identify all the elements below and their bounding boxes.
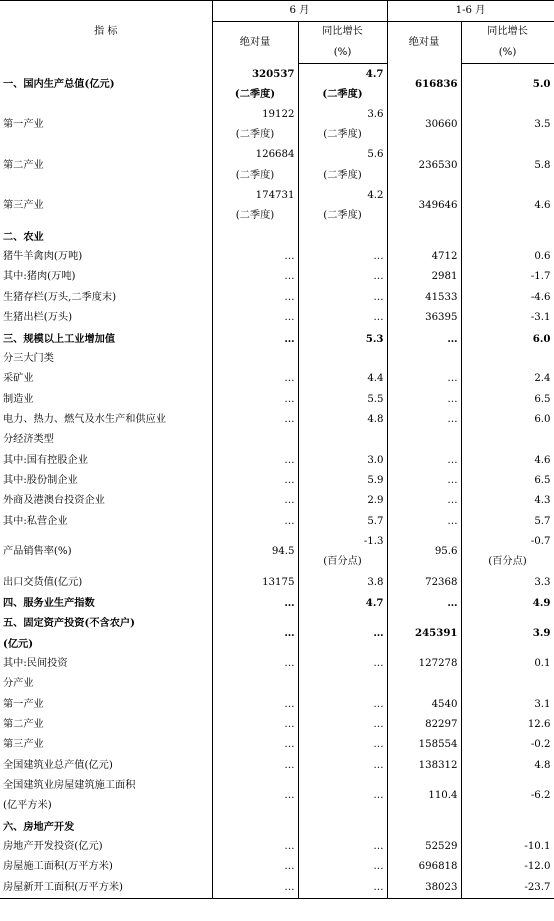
month-absolute-cell bbox=[212, 227, 298, 247]
month-yoy-cell-value: 4.7 bbox=[365, 68, 384, 81]
table-row bbox=[0, 471, 554, 491]
row-label: 生猪存栏(万头,二季度末) bbox=[0, 288, 212, 308]
cumulative-absolute-cell: … bbox=[387, 512, 461, 532]
month-yoy-cell: … bbox=[298, 878, 387, 899]
month-absolute-cell-note: (二季度) bbox=[235, 210, 275, 222]
month-absolute-header: 绝对量 bbox=[212, 22, 298, 64]
month-absolute-cell-note: (二季度) bbox=[235, 129, 275, 141]
month-yoy-cell: 5.7 bbox=[298, 512, 387, 532]
cumulative-absolute-cell: … bbox=[387, 593, 461, 613]
month-absolute-cell: … bbox=[212, 776, 298, 817]
cumulative-yoy-cell: 5.7 bbox=[461, 512, 554, 532]
cumulative-yoy-cell: -1.7 bbox=[461, 267, 554, 287]
cumulative-yoy-cell: 4.3 bbox=[461, 491, 554, 511]
cumulative-yoy-cell: -3.1 bbox=[461, 308, 554, 328]
cumulative-yoy-cell: 5.8 bbox=[461, 145, 554, 186]
month-yoy-cell: 5.3 bbox=[298, 329, 387, 349]
cumulative-absolute-cell: 38023 bbox=[387, 878, 461, 899]
table-row bbox=[0, 267, 554, 287]
month-yoy-cell-value: 5.6 bbox=[367, 149, 384, 161]
table-row bbox=[0, 654, 554, 674]
month-yoy-cell-note: (二季度) bbox=[322, 88, 363, 101]
month-absolute-cell-value: 320537 bbox=[251, 67, 295, 80]
row-label: 制造业 bbox=[0, 390, 212, 410]
table-row bbox=[0, 410, 554, 430]
table-row bbox=[0, 837, 554, 857]
row-label: 电力、热力、燃气及水生产和供应业 bbox=[0, 410, 212, 430]
table-row bbox=[0, 105, 554, 146]
row-label: 分经济类型 bbox=[0, 430, 212, 450]
table-row bbox=[0, 329, 554, 349]
cumulative-yoy-cell: 3.9 bbox=[461, 613, 554, 654]
month-yoy-cell: … bbox=[298, 857, 387, 877]
row-label: 房屋施工面积(万平方米) bbox=[0, 857, 212, 877]
row-label: 房地产开发投资(亿元) bbox=[0, 837, 212, 857]
month-yoy-cell: … bbox=[298, 613, 387, 654]
month-absolute-cell: … bbox=[212, 308, 298, 328]
cumulative-yoy-cell: -4.6 bbox=[461, 288, 554, 308]
table-row bbox=[0, 288, 554, 308]
row-label: 生猪出栏(万头) bbox=[0, 308, 212, 328]
month-yoy-cell: 4.7 bbox=[298, 593, 387, 613]
cumulative-absolute-cell: 4712 bbox=[387, 247, 461, 267]
month-yoy-cell: 5.9 bbox=[298, 471, 387, 491]
cumulative-yoy-cell: 5.0 bbox=[461, 64, 554, 105]
cumulative-absolute-cell: 236530 bbox=[387, 145, 461, 186]
row-label-line2: (亿元) bbox=[3, 637, 34, 650]
table-row bbox=[0, 613, 554, 654]
month-absolute-cell: … bbox=[212, 512, 298, 532]
cumulative-yoy-cell: 4.6 bbox=[461, 451, 554, 471]
month-absolute-cell: … bbox=[212, 878, 298, 899]
table-row bbox=[0, 247, 554, 267]
month-yoy-cell: … bbox=[298, 267, 387, 287]
month-absolute-cell: … bbox=[212, 593, 298, 613]
month-yoy-cell: … bbox=[298, 288, 387, 308]
row-label: 房屋新开工面积(万平方米) bbox=[0, 878, 212, 899]
cumulative-yoy-cell bbox=[461, 532, 554, 573]
month-yoy-cell: … bbox=[298, 715, 387, 735]
month-absolute-cell: … bbox=[212, 735, 298, 755]
month-absolute-cell bbox=[212, 186, 298, 227]
table-row bbox=[0, 573, 554, 593]
cumulative-yoy-cell: 3.5 bbox=[461, 105, 554, 146]
month-absolute-cell: … bbox=[212, 329, 298, 349]
table-row bbox=[0, 308, 554, 328]
month-absolute-cell: … bbox=[212, 247, 298, 267]
cumulative-yoy-cell: 4.8 bbox=[461, 756, 554, 776]
row-label-line1: 五、固定资产投资(不含农户) bbox=[3, 617, 135, 630]
cumulative-absolute-cell: 138312 bbox=[387, 756, 461, 776]
table-row bbox=[0, 756, 554, 776]
cumulative-yoy-cell: 0.6 bbox=[461, 247, 554, 267]
cumulative-yoy-cell: 6.5 bbox=[461, 471, 554, 491]
table-row bbox=[0, 776, 554, 817]
row-label-line1: 全国建筑业房屋建筑施工面积 bbox=[3, 780, 136, 792]
month-absolute-cell bbox=[212, 64, 298, 105]
cumulative-yoy-header: 同比增长 bbox=[461, 22, 554, 43]
table-row bbox=[0, 593, 554, 613]
month-absolute-cell-note: (二季度) bbox=[234, 88, 276, 101]
cumulative-absolute-cell: 349646 bbox=[387, 186, 461, 227]
row-label: 四、服务业生产指数 bbox=[0, 593, 212, 613]
month-yoy-cell: … bbox=[298, 837, 387, 857]
cumulative-absolute-cell: … bbox=[387, 369, 461, 389]
cumulative-absolute-cell: 616836 bbox=[387, 64, 461, 105]
table-row bbox=[0, 695, 554, 715]
row-label: 第三产业 bbox=[0, 186, 212, 227]
row-label bbox=[0, 776, 212, 817]
cumulative-yoy-cell bbox=[461, 430, 554, 450]
cumulative-yoy-cell: 2.4 bbox=[461, 369, 554, 389]
cumulative-absolute-cell: 127278 bbox=[387, 654, 461, 674]
row-label bbox=[0, 613, 212, 654]
row-label: 其中:私营企业 bbox=[0, 512, 212, 532]
month-yoy-cell: 4.8 bbox=[298, 410, 387, 430]
month-yoy-cell bbox=[298, 532, 387, 573]
row-label: 全国建筑业总产值(亿元) bbox=[0, 756, 212, 776]
month-yoy-cell-note: (二季度) bbox=[323, 129, 362, 141]
month-yoy-cell bbox=[298, 674, 387, 694]
row-label: 产品销售率(%) bbox=[0, 532, 212, 573]
cumulative-yoy-cell: 3.1 bbox=[461, 695, 554, 715]
cumulative-yoy-cell: 4.9 bbox=[461, 593, 554, 613]
cumulative-absolute-cell: 41533 bbox=[387, 288, 461, 308]
month-yoy-header: 同比增长 bbox=[298, 22, 387, 43]
month-yoy-cell: … bbox=[298, 776, 387, 817]
cumulative-yoy-cell-note: (百分点) bbox=[488, 556, 527, 568]
table-row bbox=[0, 674, 554, 694]
month-yoy-cell-value: -1.3 bbox=[363, 535, 384, 547]
table-row bbox=[0, 715, 554, 735]
month-yoy-cell: 2.9 bbox=[298, 491, 387, 511]
cumulative-absolute-cell: 158554 bbox=[387, 735, 461, 755]
cumulative-absolute-cell bbox=[387, 227, 461, 247]
row-label: 其中:股份制企业 bbox=[0, 471, 212, 491]
table-row bbox=[0, 857, 554, 877]
cumulative-absolute-cell: 52529 bbox=[387, 837, 461, 857]
month-absolute-cell bbox=[212, 105, 298, 146]
month-absolute-cell: 13175 bbox=[212, 573, 298, 593]
cumulative-yoy-cell: 6.5 bbox=[461, 390, 554, 410]
month-yoy-cell bbox=[298, 349, 387, 369]
row-label: 外商及港澳台投资企业 bbox=[0, 491, 212, 511]
month-yoy-cell bbox=[298, 430, 387, 450]
cumulative-absolute-cell: … bbox=[387, 329, 461, 349]
month-absolute-cell: … bbox=[212, 410, 298, 430]
row-label: 第一产业 bbox=[0, 105, 212, 146]
cumulative-absolute-cell bbox=[387, 817, 461, 837]
cumulative-yoy-cell: 0.1 bbox=[461, 654, 554, 674]
row-label: 第一产业 bbox=[0, 695, 212, 715]
table-row bbox=[0, 227, 554, 247]
month-header: 6 月 bbox=[212, 1, 387, 22]
month-yoy-cell bbox=[298, 227, 387, 247]
month-absolute-cell bbox=[212, 430, 298, 450]
month-yoy-cell: 4.4 bbox=[298, 369, 387, 389]
month-yoy-cell bbox=[298, 145, 387, 186]
row-label: 其中:民间投资 bbox=[0, 654, 212, 674]
cumulative-yoy-cell bbox=[461, 349, 554, 369]
row-label: 三、规模以上工业增加值 bbox=[0, 329, 212, 349]
table-row bbox=[0, 369, 554, 389]
month-absolute-cell: … bbox=[212, 451, 298, 471]
month-absolute-cell: … bbox=[212, 390, 298, 410]
month-absolute-cell: … bbox=[212, 491, 298, 511]
cumulative-absolute-cell: … bbox=[387, 390, 461, 410]
month-absolute-cell: … bbox=[212, 857, 298, 877]
cumulative-yoy-cell: -10.1 bbox=[461, 837, 554, 857]
table-row bbox=[0, 512, 554, 532]
cumulative-yoy-cell: 4.6 bbox=[461, 186, 554, 227]
month-yoy-cell bbox=[298, 186, 387, 227]
table-row bbox=[0, 186, 554, 227]
cumulative-absolute-header: 绝对量 bbox=[387, 22, 461, 64]
table-row bbox=[0, 145, 554, 186]
month-yoy-cell: … bbox=[298, 654, 387, 674]
month-yoy-cell bbox=[298, 64, 387, 105]
month-yoy-cell: 3.8 bbox=[298, 573, 387, 593]
table-row bbox=[0, 64, 554, 105]
month-yoy-cell-note: (二季度) bbox=[323, 210, 362, 222]
row-label: 六、房地产开发 bbox=[0, 817, 212, 837]
cumulative-yoy-cell bbox=[461, 227, 554, 247]
cumulative-yoy-cell: -6.2 bbox=[461, 776, 554, 817]
table-row bbox=[0, 451, 554, 471]
month-absolute-cell: … bbox=[212, 715, 298, 735]
row-label: 一、国内生产总值(亿元) bbox=[0, 64, 212, 105]
row-label: 分产业 bbox=[0, 674, 212, 694]
month-absolute-cell bbox=[212, 145, 298, 186]
month-absolute-cell: … bbox=[212, 837, 298, 857]
month-absolute-cell-value: 174731 bbox=[255, 190, 295, 202]
month-yoy-cell: … bbox=[298, 735, 387, 755]
month-absolute-cell: … bbox=[212, 756, 298, 776]
month-absolute-cell: … bbox=[212, 369, 298, 389]
month-absolute-cell: 94.5 bbox=[212, 532, 298, 573]
row-label: 其中:国有控股企业 bbox=[0, 451, 212, 471]
header-row-top bbox=[0, 1, 554, 22]
month-yoy-cell: … bbox=[298, 695, 387, 715]
month-yoy-cell-note: (二季度) bbox=[323, 169, 362, 181]
month-absolute-cell bbox=[212, 674, 298, 694]
month-yoy-cell-value: 3.6 bbox=[367, 108, 384, 120]
cumulative-absolute-cell bbox=[387, 349, 461, 369]
month-absolute-cell: … bbox=[212, 267, 298, 287]
cumulative-absolute-cell: 82297 bbox=[387, 715, 461, 735]
table-row bbox=[0, 878, 554, 899]
month-absolute-cell: … bbox=[212, 471, 298, 491]
cumulative-yoy-cell bbox=[461, 674, 554, 694]
cumulative-absolute-cell: 95.6 bbox=[387, 532, 461, 573]
cumulative-yoy-cell: -23.7 bbox=[461, 878, 554, 899]
month-pct-header: (%) bbox=[298, 43, 387, 64]
month-absolute-cell: … bbox=[212, 288, 298, 308]
cumulative-absolute-cell: 2981 bbox=[387, 267, 461, 287]
row-label: 分三大门类 bbox=[0, 349, 212, 369]
cumulative-yoy-cell: 12.6 bbox=[461, 715, 554, 735]
cumulative-absolute-cell: 72368 bbox=[387, 573, 461, 593]
row-label: 猪牛羊禽肉(万吨) bbox=[0, 247, 212, 267]
cumulative-yoy-cell bbox=[461, 817, 554, 837]
row-label: 出口交货值(亿元) bbox=[0, 573, 212, 593]
month-absolute-cell bbox=[212, 349, 298, 369]
month-absolute-cell-value: 19122 bbox=[262, 108, 295, 120]
row-label: 二、农业 bbox=[0, 227, 212, 247]
cumulative-yoy-cell: -12.0 bbox=[461, 857, 554, 877]
cumulative-absolute-cell: 110.4 bbox=[387, 776, 461, 817]
cumulative-yoy-cell: -0.2 bbox=[461, 735, 554, 755]
cumulative-absolute-cell: 245391 bbox=[387, 613, 461, 654]
month-yoy-cell: … bbox=[298, 756, 387, 776]
month-yoy-cell bbox=[298, 105, 387, 146]
cumulative-absolute-cell: … bbox=[387, 471, 461, 491]
cumulative-absolute-cell: … bbox=[387, 410, 461, 430]
table-row bbox=[0, 349, 554, 369]
row-label: 第三产业 bbox=[0, 735, 212, 755]
month-absolute-cell: … bbox=[212, 613, 298, 654]
cumulative-yoy-cell: 3.3 bbox=[461, 573, 554, 593]
table-row bbox=[0, 735, 554, 755]
row-label: 第二产业 bbox=[0, 145, 212, 186]
table-body bbox=[0, 64, 554, 899]
row-label: 采矿业 bbox=[0, 369, 212, 389]
cumulative-yoy-cell: 6.0 bbox=[461, 329, 554, 349]
month-yoy-cell bbox=[298, 817, 387, 837]
month-yoy-cell: 5.5 bbox=[298, 390, 387, 410]
cumulative-absolute-cell bbox=[387, 430, 461, 450]
table-row bbox=[0, 430, 554, 450]
month-absolute-cell-note: (二季度) bbox=[235, 169, 275, 181]
cumulative-absolute-cell: 696818 bbox=[387, 857, 461, 877]
row-label-line2: (亿平方米) bbox=[3, 800, 52, 812]
row-label: 第二产业 bbox=[0, 715, 212, 735]
cumulative-absolute-cell bbox=[387, 674, 461, 694]
indicator-header: 指 标 bbox=[0, 1, 212, 64]
table-row bbox=[0, 491, 554, 511]
month-absolute-cell-value: 126684 bbox=[255, 149, 295, 161]
month-yoy-cell: 3.0 bbox=[298, 451, 387, 471]
cumulative-absolute-cell: 36395 bbox=[387, 308, 461, 328]
cumulative-absolute-cell: 4540 bbox=[387, 695, 461, 715]
table-row bbox=[0, 817, 554, 837]
table-row bbox=[0, 390, 554, 410]
cumulative-yoy-cell: 6.0 bbox=[461, 410, 554, 430]
month-yoy-cell: … bbox=[298, 247, 387, 267]
month-yoy-cell-note: (百分点) bbox=[323, 556, 362, 568]
month-yoy-cell: … bbox=[298, 308, 387, 328]
cumulative-pct-header: (%) bbox=[461, 43, 554, 64]
month-yoy-cell-value: 4.2 bbox=[367, 190, 384, 202]
month-absolute-cell bbox=[212, 817, 298, 837]
month-absolute-cell: … bbox=[212, 654, 298, 674]
table-row bbox=[0, 532, 554, 573]
cumulative-header: 1-6 月 bbox=[387, 1, 554, 22]
month-absolute-cell: … bbox=[212, 695, 298, 715]
cumulative-absolute-cell: … bbox=[387, 491, 461, 511]
cumulative-absolute-cell: … bbox=[387, 451, 461, 471]
cumulative-absolute-cell: 30660 bbox=[387, 105, 461, 146]
row-label: 其中:猪肉(万吨) bbox=[0, 267, 212, 287]
cumulative-yoy-cell-value: -0.7 bbox=[530, 535, 551, 547]
